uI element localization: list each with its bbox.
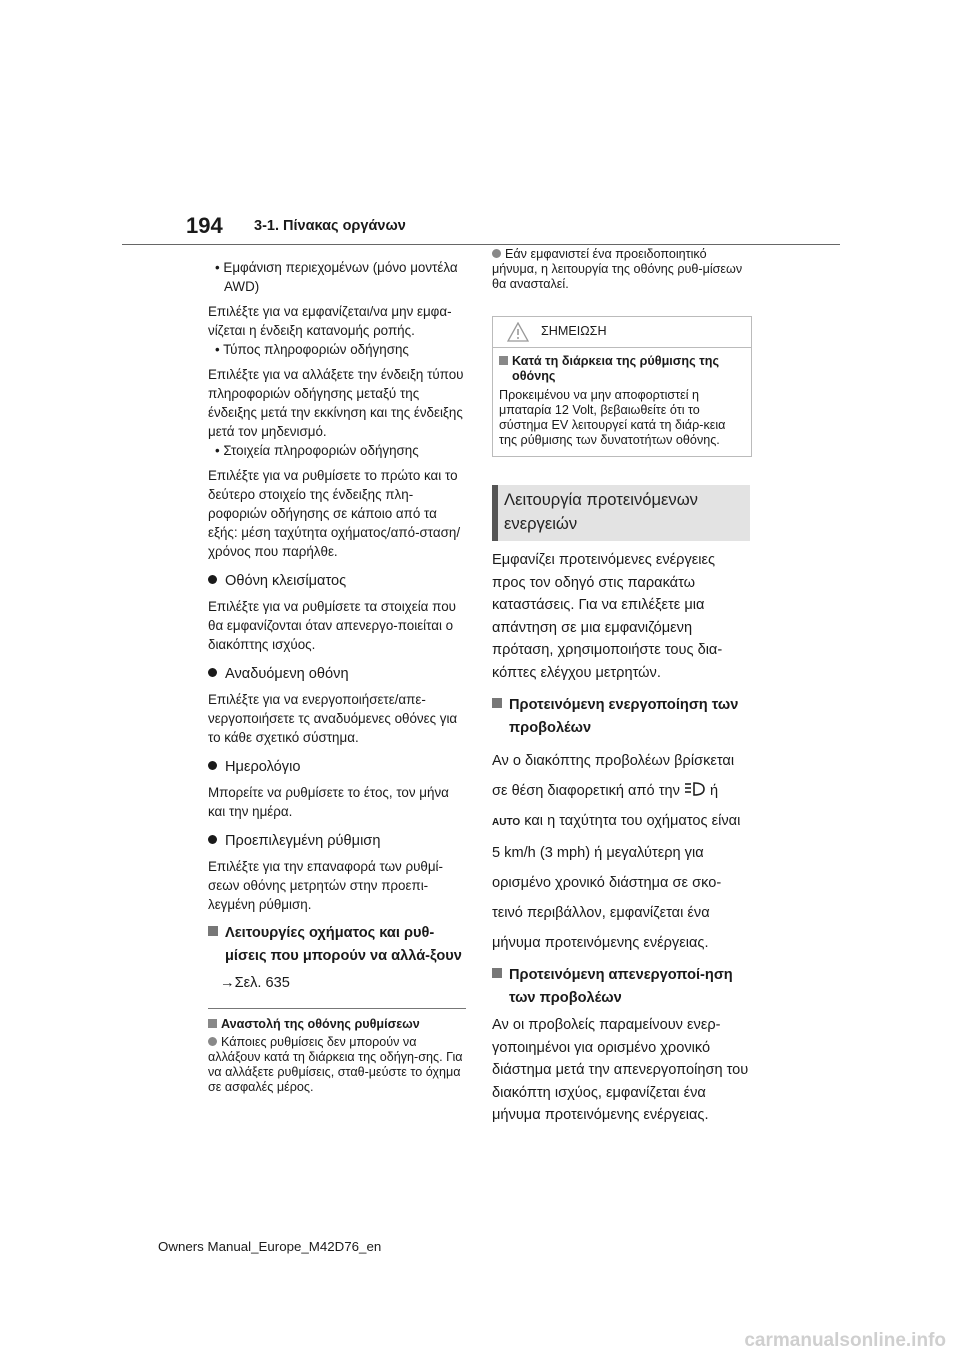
heading-default-setting: Προεπιλεγμένη ρύθμιση <box>208 831 466 851</box>
heading-calendar: Ημερολόγιο <box>208 757 466 777</box>
bullet-dot-icon <box>208 575 217 584</box>
square-bullet-icon <box>208 1019 217 1028</box>
subheading-settings-suspend: Αναστολή της οθόνης ρυθμίσεων <box>208 1017 466 1032</box>
small-paragraph: Κάποιες ρυθμίσεις δεν μπορούν να αλλάξουν κατά τη διάρκεια της οδήγη-σης. Για να αλλάξετε ρυθμίσεις, σταθ-μεύστε το όχημα σε ασφαλές μέρος. <box>208 1035 463 1094</box>
paragraph-headlight-off: Αν οι προβολείς παραμείνουν ενερ-γοποιημένοι για ορισμένο χρονικό διάστημα μετά την απενεργοποίηση του διακόπτη ισχύος, εμφανίζεται ένα μήνυμα προτεινόμενης ενέργειας. <box>492 1017 749 1123</box>
paragraph: Επιλέξτε για να ρυθμίσετε τα στοιχεία που θα εμφανίζονται όταν απενεργο-ποιείται ο διακόπτης ισχύος. <box>208 599 456 652</box>
paragraph: Επιλέξτε για να αλλάξετε την ένδειξη τύπου πληροφοριών οδήγησης μεταξύ της ένδειξης μετά την εκκίνηση και της ένδειξης μετά τον μηδενισμό. <box>208 367 464 439</box>
section-header-bar <box>492 485 750 541</box>
bullet-drive-info-items: • Στοιχεία πληροφοριών οδήγησης <box>215 443 419 458</box>
right-column <box>492 247 752 1127</box>
note-text: Προκειμένου να μην αποφορτιστεί η μπαταρία 12 Volt, βεβαιωθείτε ότι το σύστημα EV λειτουργεί κατά τη διάρ-κεια της ρύθμισης των δυνατοτήτων οθόνης. <box>499 388 726 447</box>
intro-paragraph: Εμφανίζει προτεινόμενες ενέργειες προς τον οδηγό στις παρακάτω καταστάσεις. Για να επιλέξετε μια απάντηση σε μια εμφανιζόμενη πρόταση, χρησιμοποιήστε τους δια-κόπτες ελέγχου μετρητών. <box>492 552 723 681</box>
paragraph: Επιλέξτε για να ενεργοποιήσετε/απε-νεργοποιήσετε τς αναδυόμενες οθόνες για το κάθε σχετικό σύστημα. <box>208 692 458 745</box>
auto-label: AUTO <box>492 817 521 828</box>
page-number: 194 <box>186 213 223 238</box>
left-column <box>208 258 466 1095</box>
watermark: carmanualsonline.info <box>744 1330 946 1351</box>
paragraph: Επιλέξτε για να εμφανίζεται/να μην εμφα-νίζεται η ένδειξη κατανομής ροπής. <box>208 304 452 338</box>
warning-triangle-icon <box>507 322 529 342</box>
paragraph: Μπορείτε να ρυθμίσετε το έτος, τον μήνα και την ημέρα. <box>208 785 449 819</box>
bullet-dot-icon <box>208 761 217 770</box>
paragraph-headlight-on: Αν ο διακόπτης προβολέων βρίσκεται σε θέση διαφορετική από την ή AUTO και η ταχύτητα του οχήματος είναι 5 km/h (3 mph) ή μεγαλύτερη για ορισμένο χρονικό διάστημα σε σκο-τεινό περιβάλλον, εμφανίζεται ένα μήνυμα προτεινόμενης ενέργειας. <box>492 753 741 951</box>
note-body <box>493 348 751 456</box>
page-reference: →Σελ. 635 <box>220 975 290 991</box>
bullet-dot-icon <box>208 835 217 844</box>
divider <box>208 1008 466 1009</box>
heading-headlight-on: Προτεινόμενη ενεργοποίηση των προβολέων <box>492 694 752 740</box>
small-paragraph: Εάν εμφανιστεί ένα προειδοποιητικό μήνυμα, η λειτουργία της οθόνης ρυθ-μίσεων θα ανασταλεί. <box>492 247 743 291</box>
note-heading: Κατά τη διάρκεια της ρύθμισης της οθόνης <box>499 354 745 384</box>
heading-shutdown-screen: Οθόνη κλεισίματος <box>208 571 466 591</box>
section-heading: Λειτουργία προτεινόμενων ενεργειών <box>504 490 698 533</box>
bullet-dot-icon <box>208 668 217 677</box>
square-bullet-icon <box>499 356 508 365</box>
note-label: ΣΗΜΕΙΩΣΗ <box>541 324 607 338</box>
note-box <box>492 316 752 457</box>
heading-popup-display: Αναδυόμενη οθόνη <box>208 664 466 684</box>
headlight-icon <box>684 781 706 797</box>
square-bullet-icon <box>208 926 218 936</box>
heading-vehicle-functions: Λειτουργίες οχήματος και ρυθ-μίσεις που μπορούν να αλλά-ξουν <box>208 922 466 968</box>
header-rule <box>122 244 840 245</box>
bullet-content-display: • Εμφάνιση περιεχομένων (μόνο μοντέλα AWD) <box>215 260 458 294</box>
footer-text: Owners Manual_Europe_M42D76_en <box>158 1239 382 1254</box>
bullet-dot-icon <box>208 1037 217 1046</box>
paragraph: Επιλέξτε για να ρυθμίσετε το πρώτο και το δεύτερο στοιχείο της ένδειξης πλη-ροφοριών οδήγησης σε κάποιο από τα εξής: μέση ταχύτητα οχήματος/από-σταση/χρόνος που παρήλθε. <box>208 468 461 559</box>
bullet-drive-info-type: • Τύπος πληροφοριών οδήγησης <box>215 342 409 357</box>
bullet-dot-icon <box>492 249 501 258</box>
square-bullet-icon <box>492 968 502 978</box>
heading-headlight-off: Προτεινόμενη απενεργοποί-ηση των προβολέων <box>492 964 752 1010</box>
section-title: 3-1. Πίνακας οργάνων <box>254 218 406 234</box>
paragraph: Επιλέξτε για την επαναφορά των ρυθμί-σεων οθόνης μετρητών στην προεπι-λεγμένη ρύθμιση. <box>208 859 443 912</box>
square-bullet-icon <box>492 698 502 708</box>
note-header <box>493 317 751 348</box>
accent-bar <box>492 485 498 541</box>
